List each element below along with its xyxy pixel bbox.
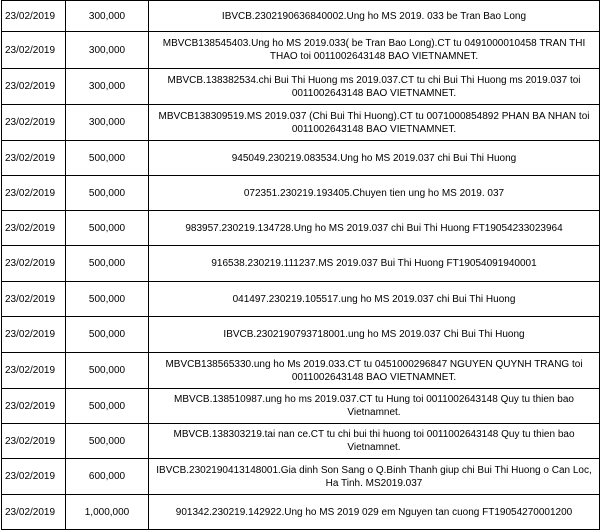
table-row xyxy=(2,459,600,495)
table-row xyxy=(2,246,600,282)
amount-cell: 500,000 xyxy=(66,389,149,424)
table-row xyxy=(2,353,600,389)
description-cell: MBVCB138309519.MS 2019.037 (Chi Bui Thi Huong).CT tu 0071000854892 PHAN BA NHAN toi 0011002643148 BAO VIETNAMNET. xyxy=(149,105,600,141)
amount-cell: 1,000,000 xyxy=(66,495,149,530)
description-cell: MBVCB138565330.ung ho Ms 2019.033.CT tu 0451000296847 NGUYEN QUYNH TRANG toi 0011002643148 BAO VIETNAMNET. xyxy=(149,353,600,389)
amount-cell: 500,000 xyxy=(66,246,149,282)
table-row xyxy=(2,69,600,105)
table-row xyxy=(2,495,600,530)
date-cell: 23/02/2019 xyxy=(2,211,66,246)
date-cell: 23/02/2019 xyxy=(2,176,66,211)
amount-cell: 500,000 xyxy=(66,282,149,317)
date-cell: 23/02/2019 xyxy=(2,141,66,176)
description-cell: 916538.230219.111237.MS 2019.037 Bui Thi Huong FT19054091940001 xyxy=(149,246,600,282)
table-row xyxy=(2,389,600,424)
amount-cell: 500,000 xyxy=(66,424,149,459)
amount-cell: 500,000 xyxy=(66,317,149,353)
date-cell: 23/02/2019 xyxy=(2,353,66,389)
amount-cell: 600,000 xyxy=(66,459,149,495)
table-row xyxy=(2,32,600,69)
description-cell: IBVCB.2302190793718001.ung ho MS 2019.037 Chi Bui Thi Huong xyxy=(149,317,600,353)
date-cell: 23/02/2019 xyxy=(2,282,66,317)
date-cell: 23/02/2019 xyxy=(2,495,66,530)
date-cell: 23/02/2019 xyxy=(2,317,66,353)
date-cell: 23/02/2019 xyxy=(2,69,66,105)
amount-cell: 500,000 xyxy=(66,176,149,211)
amount-cell: 300,000 xyxy=(66,32,149,69)
description-cell: MBVCB.138303219.tai nan ce.CT tu chi bui thi huong toi 0011002643148 Quy tu thien bao Vietnamnet. xyxy=(149,424,600,459)
date-cell: 23/02/2019 xyxy=(2,459,66,495)
amount-cell: 500,000 xyxy=(66,353,149,389)
transaction-table-body xyxy=(2,1,600,530)
amount-cell: 300,000 xyxy=(66,1,149,32)
description-cell: 983957.230219.134728.Ung ho MS 2019.037 chi Bui Thi Huong FT19054233023964 xyxy=(149,211,600,246)
table-row xyxy=(2,424,600,459)
date-cell: 23/02/2019 xyxy=(2,32,66,69)
table-row xyxy=(2,282,600,317)
amount-cell: 500,000 xyxy=(66,141,149,176)
table-row xyxy=(2,317,600,353)
description-cell: MBVCB138545403.Ung ho MS 2019.033( be Tran Bao Long).CT tu 0491000010458 TRAN THI THAO toi 0011002643148 BAO VIETNAMNET. xyxy=(149,32,600,69)
description-cell: IBVCB.2302190636840002.Ung ho MS 2019. 033 be Tran Bao Long xyxy=(149,1,600,32)
description-cell: 945049.230219.083534.Ung ho MS 2019.037 chi Bui Thi Huong xyxy=(149,141,600,176)
table-row xyxy=(2,141,600,176)
table-row xyxy=(2,211,600,246)
transaction-table xyxy=(1,0,600,530)
description-cell: 041497.230219.105517.ung ho MS 2019.037 chi Bui Thi Huong xyxy=(149,282,600,317)
table-row xyxy=(2,105,600,141)
amount-cell: 300,000 xyxy=(66,69,149,105)
description-cell: IBVCB.2302190413148001.Gia dinh Son Sang o Q.Binh Thanh giup chi Bui Thi Huong o Can Loc, Ha Tinh. MS2019.037 xyxy=(149,459,600,495)
table-row xyxy=(2,176,600,211)
amount-cell: 500,000 xyxy=(66,211,149,246)
date-cell: 23/02/2019 xyxy=(2,105,66,141)
table-row xyxy=(2,1,600,32)
description-cell: 072351.230219.193405.Chuyen tien ung ho MS 2019. 037 xyxy=(149,176,600,211)
date-cell: 23/02/2019 xyxy=(2,424,66,459)
description-cell: MBVCB.138510987.ung ho ms 2019.037.CT tu Hung toi 0011002643148 Quy tu thien bao Vietnamnet. xyxy=(149,389,600,424)
description-cell: MBVCB.138382534.chi Bui Thi Huong ms 2019.037.CT tu chi Bui Thi Huong ms 2019.037 toi 0011002643148 BAO VIETNAMNET. xyxy=(149,69,600,105)
date-cell: 23/02/2019 xyxy=(2,389,66,424)
date-cell: 23/02/2019 xyxy=(2,1,66,32)
description-cell: 901342.230219.142922.Ung ho MS 2019 029 em Nguyen tan cuong FT19054270001200 xyxy=(149,495,600,530)
amount-cell: 300,000 xyxy=(66,105,149,141)
date-cell: 23/02/2019 xyxy=(2,246,66,282)
